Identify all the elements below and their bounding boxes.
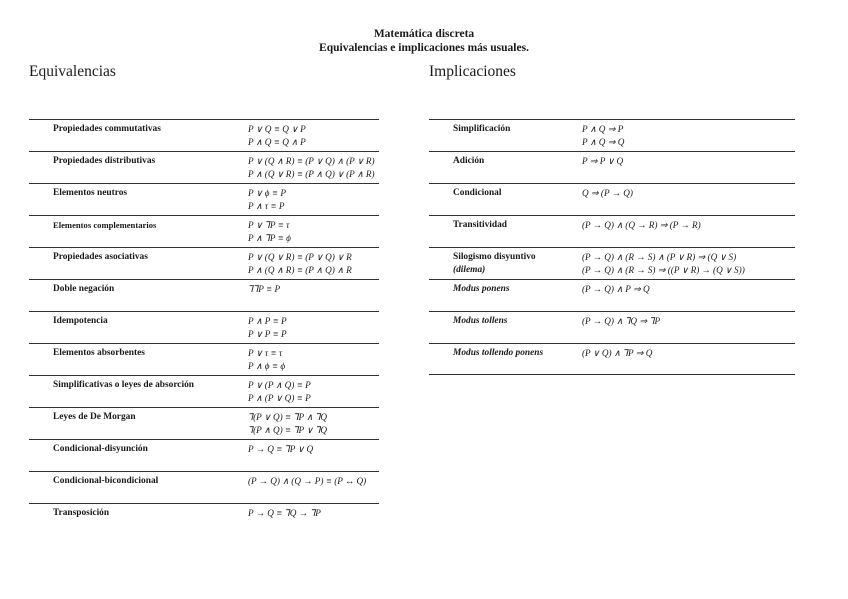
eq-row-name <box>53 219 156 232</box>
eq-formula: P ∨ ϕ ≡ P <box>248 188 286 198</box>
im-row-formulas <box>582 187 633 200</box>
im-formula: (P ∨ Q) ∧ ⅂P ⇒ Q <box>582 348 653 358</box>
eq-row <box>29 119 379 151</box>
im-row-formulas <box>582 219 701 232</box>
eq-row-name-text: Elementos neutros <box>53 188 128 198</box>
im-row <box>429 279 795 311</box>
eq-formula: P ∧ (Q ∧ R) ≡ (P ∧ Q) ∧ R <box>248 264 352 275</box>
eq-row-name <box>53 379 194 392</box>
eq-row-formulas <box>248 283 280 296</box>
eq-row-formulas <box>248 411 327 436</box>
eq-row <box>29 343 379 375</box>
eq-row-name <box>53 475 158 488</box>
eq-row-formulas <box>248 379 311 404</box>
eq-row <box>29 375 379 407</box>
document-subtitle: Equivalencias e implicaciones más usuales. <box>319 42 529 54</box>
eq-row-formulas <box>248 123 306 148</box>
im-row-name <box>453 315 507 328</box>
eq-row <box>29 407 379 439</box>
eq-row-formulas <box>248 219 291 244</box>
eq-row-formulas <box>248 251 352 276</box>
eq-row-formulas <box>248 315 287 340</box>
eq-row-formulas <box>248 443 313 456</box>
eq-formula: P ∨ τ ≡ τ <box>248 348 283 358</box>
eq-row-name-text: Simplificativas o leyes de absorción <box>53 380 194 390</box>
eq-row-name-text: Condicional-disyunción <box>53 444 148 454</box>
im-formula: P ⇒ P ∨ Q <box>582 156 624 166</box>
eq-formula: P ∨ P ≡ P <box>248 328 287 339</box>
im-row-name-text: Condicional <box>453 188 502 198</box>
im-row-name-text: Simplificación <box>453 124 511 134</box>
im-row-name <box>453 187 501 200</box>
eq-row-name-text: Propiedades commutativas <box>53 124 161 134</box>
eq-row-name-text: Transposición <box>53 508 110 518</box>
eq-row-name <box>53 411 136 424</box>
im-row-formulas <box>582 155 623 168</box>
im-row-formulas <box>582 123 624 148</box>
eq-row <box>29 183 379 215</box>
im-row-name <box>453 155 484 168</box>
im-row-formulas <box>582 347 652 360</box>
im-row-name <box>453 219 507 232</box>
equivalencias-table <box>29 119 379 535</box>
implicaciones-table <box>429 119 795 375</box>
im-row <box>429 343 795 375</box>
im-row <box>429 215 795 247</box>
eq-formula: (P → Q) ∧ (Q → P) ≡ (P ↔ Q) <box>248 476 367 486</box>
eq-row-name <box>53 187 127 200</box>
im-formula: (P → Q) ∧ (Q → R) ⇒ (P → R) <box>582 220 701 230</box>
equivalencias-heading: Equivalencias <box>29 63 116 80</box>
eq-formula: P ∧ (Q ∨ R) ≡ (P ∧ Q) ∨ (P ∧ R) <box>248 168 375 179</box>
eq-formula: P ∨ (Q ∨ R) ≡ (P ∨ Q) ∨ R <box>248 252 352 262</box>
im-row-name-text: Modus ponens <box>453 284 510 294</box>
eq-formula: P ∨ (Q ∧ R) ≡ (P ∨ Q) ∧ (P ∨ R) <box>248 156 375 166</box>
im-row <box>429 119 795 151</box>
im-row <box>429 311 795 343</box>
eq-formula: ⅂(P ∨ Q) ≡ ⅂P ∧ ⅂Q <box>248 412 328 422</box>
im-formula: (P → Q) ∧ (R → S) ∧ (P ∨ R) ⇒ (Q ∨ S) <box>582 252 737 262</box>
eq-row <box>29 503 379 535</box>
eq-row-name-text: Idempotencia <box>53 316 108 326</box>
im-row <box>429 247 795 279</box>
eq-row-name-text: Elementos complementarios <box>53 220 157 230</box>
im-row-name <box>453 123 510 136</box>
im-row-name-text: Silogismo disyuntivo <box>453 252 536 262</box>
im-row-formulas <box>582 283 650 296</box>
im-formula: (P → Q) ∧ (R → S) ⇒ ((P ∨ R) → (Q ∨ S)) <box>582 264 745 275</box>
document-header <box>0 27 848 55</box>
eq-row <box>29 311 379 343</box>
im-formula: P ∧ Q ⇒ Q <box>582 136 625 147</box>
eq-formula: P ∨ (P ∧ Q) ≡ P <box>248 380 311 390</box>
eq-row-name-text: Propiedades asociativas <box>53 252 148 262</box>
eq-formula: P ∧ Q ≡ Q ∧ P <box>248 136 306 147</box>
eq-formula: P → Q ≡ ⅂P ∨ Q <box>248 444 314 454</box>
eq-row-formulas <box>248 347 285 372</box>
eq-row-name-text: Leyes de De Morgan <box>53 412 136 422</box>
eq-row-formulas <box>248 155 375 180</box>
eq-formula: P ∧ (P ∨ Q) ≡ P <box>248 392 311 403</box>
eq-row <box>29 471 379 503</box>
im-row-name <box>453 347 543 360</box>
eq-row <box>29 439 379 471</box>
eq-row-formulas <box>248 187 286 212</box>
im-row-name-text: Transitividad <box>453 220 508 230</box>
eq-row-name-text: Elementos absorbentes <box>53 348 145 358</box>
eq-formula: ⅂⅂P ≡ P <box>248 284 281 294</box>
eq-row-name <box>53 507 109 520</box>
eq-row-formulas <box>248 507 321 520</box>
im-row-formulas <box>582 251 745 276</box>
eq-formula: ⅂(P ∧ Q) ≡ ⅂P ∨ ⅂Q <box>248 424 328 435</box>
im-formula: (P → Q) ∧ P ⇒ Q <box>582 284 650 294</box>
eq-row-name <box>53 283 114 296</box>
eq-row-name-text: Condicional-bicondicional <box>53 476 159 486</box>
im-formula: (P → Q) ∧ ⅂Q ⇒ ⅂P <box>582 316 661 326</box>
im-formula: P ∧ Q ⇒ P <box>582 124 624 134</box>
im-row-name-sub: (dilema) <box>453 265 486 275</box>
eq-row-name <box>53 443 148 456</box>
eq-row-name-text: Doble negación <box>53 284 115 294</box>
implicaciones-heading: Implicaciones <box>429 63 516 80</box>
im-row-name <box>453 251 536 277</box>
im-row-name-text: Modus tollendo ponens <box>453 348 544 358</box>
im-row-name <box>453 283 510 296</box>
im-row <box>429 151 795 183</box>
im-row-name-text: Modus tollens <box>453 316 508 326</box>
eq-formula: P ∧ τ ≡ P <box>248 200 285 211</box>
eq-formula: P ∧ ϕ ≡ ϕ <box>248 360 286 371</box>
eq-row-name-text: Propiedades distributivas <box>53 156 156 166</box>
document-title: Matemática discreta <box>373 28 475 40</box>
eq-row <box>29 215 379 247</box>
eq-formula: P ∨ ⅂P ≡ τ <box>248 220 290 230</box>
eq-row-formulas <box>248 475 366 488</box>
eq-formula: P ∧ ⅂P ≡ ϕ <box>248 232 291 243</box>
eq-row <box>29 247 379 279</box>
im-row-formulas <box>582 315 660 328</box>
eq-row-name <box>53 123 161 136</box>
eq-formula: P ∧ P ≡ P <box>248 316 287 326</box>
eq-row <box>29 151 379 183</box>
eq-formula: P → Q ≡ ⅂Q → ⅂P <box>248 508 321 518</box>
eq-row-name <box>53 155 155 168</box>
eq-row-name <box>53 315 108 328</box>
im-row <box>429 183 795 215</box>
eq-row <box>29 279 379 311</box>
eq-row-name <box>53 347 145 360</box>
eq-row-name <box>53 251 148 264</box>
eq-formula: P ∨ Q ≡ Q ∨ P <box>248 124 306 134</box>
im-row-name-text: Adición <box>453 156 485 166</box>
im-formula: Q ⇒ (P → Q) <box>582 188 633 198</box>
